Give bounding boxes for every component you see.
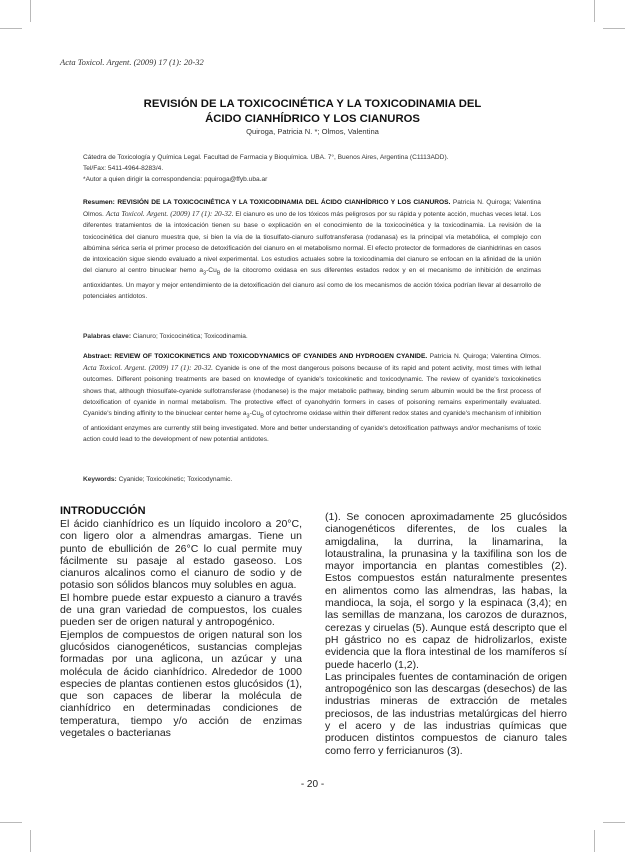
title-line: ÁCIDO CIANHÍDRICO Y LOS CIANUROS xyxy=(205,113,420,125)
resumen-body: de la citocromo oxidasa en sus diferentes estados redox y en el mecanismo de inhibición de enzimas antioxidantes. Un mayor y mejor entendimiento de la detoxificación del cianuro así como de los mecanismos de acción tóxica podrían llevar al desarrollo de potenciales antídotos. xyxy=(83,267,542,300)
affiliation-line: Tel/Fax: 5411-4964-8283/4. xyxy=(83,165,164,172)
subscript: 3 xyxy=(246,413,250,420)
abstract-citation: Acta Toxicol. Argent. (2009) 17 (1): 20-32. xyxy=(83,363,214,373)
authors: Quiroga, Patricia N. *; Olmos, Valentina xyxy=(246,127,379,136)
crop-mark xyxy=(0,28,22,29)
article-title xyxy=(60,97,565,127)
palabras-clave xyxy=(83,333,543,340)
abstract-body: Cyanide is one of the most dangerous poisons because of its rapid and potent activity, most times with lethal outcomes. Different poisoning treatments are based on knowledge of cyanide's toxicokinetic and toxicodynamic. The review of cyanide's toxicokinetics shows that, although thiosulfate-cyanide sulfotransferase (rhodanese) is the major metabolic pathway, binding serum albumin would be the first process of detoxification of cyanide in normal metabolism. The protective effect of cyanohydrin formers in cases of poisoning remains experimentally evaluated. Cyanide's binding affinity to the binuclear center heme a xyxy=(83,365,541,418)
crop-mark xyxy=(594,0,595,22)
running-head: Acta Toxicol. Argent. (2009) 17 (1): 20-32 xyxy=(60,57,204,67)
paragraph: El hombre puede estar expuesto a cianuro a través de una gran variedad de compuestos, los cuales pueden ser de origen natural y antropogénico. xyxy=(60,591,302,629)
column-left xyxy=(60,505,302,739)
abstract-body: -Cu xyxy=(249,410,261,418)
crop-mark xyxy=(0,822,22,823)
correspondence: *Autor a quien dirigir la correspondencia: pquiroga@ffyb.uba.ar xyxy=(83,176,268,183)
affiliation xyxy=(83,152,553,185)
resumen-title: REVISIÓN DE LA TOXICOCINÉTICA Y LA TOXICODINAMIA DEL ÁCIDO CIANHÍDRICO Y LOS CIANUROS. xyxy=(117,199,451,206)
crop-mark xyxy=(603,28,625,29)
crop-mark xyxy=(594,830,595,852)
resumen xyxy=(83,197,541,302)
crop-mark xyxy=(30,830,31,852)
paragraph: (1). Se conocen aproximadamente 25 glucósidos cianogenéticos diferentes, de los cuales la amigdalina, la durrina, la linamarina, la lotaustralina, la prunasina y la taxifilina son los de mayor importancia en plantas comestibles (2). Estos compuestos están naturalmente presentes en alimentos como las almendras, las habas, la mandioca, la soja, el sorgo y la espinaca (3,4); en las semillas de manzana, los carozos de duraznos, cerezas y ciruelas (5). Aunque está descripto que el pH gástrico no es capaz de hidrolizarlos, existe evidencia que la flora intestinal de los mamíferos sí puede hacerlo (1,2). xyxy=(325,511,567,671)
keywords xyxy=(83,476,543,483)
abstract-body: of cytochrome oxidase within their different redox states and cyanide's mechanism of inhibition of antioxidant enzymes are currently still being investigated. More and better understanding of cyanide's detoxification pathways and/or mechanisms of toxic action could lead to the development of new potential antidotes. xyxy=(83,410,542,443)
resumen-authors: Patricia N. Quiroga; Valentina Olmos. xyxy=(83,199,541,219)
palabras-clave-label: Palabras clave: xyxy=(83,333,132,340)
paragraph: Las principales fuentes de contaminación de origen antropogénico son las descargas (desechos) de las industrias mineras de extracción de metales preciosos, de las industrias metalúrgicas del hierro y el acero y de las industrias químicas que producen distintos compuestos de cianuro tales como ferro y ferricianuros (3). xyxy=(325,670,567,757)
section-heading: INTRODUCCIÓN xyxy=(60,505,146,517)
paragraph: El ácido cianhídrico es un líquido incoloro a 20°C, con ligero olor a almendras amargas. Tiene un punto de ebullición de 26°C lo cual permite muy fácilmente su pasaje al estado gaseoso. Los cianuros alcalinos como el cianuro de sodio y de potasio son sólidos blancos muy solubles en agua. xyxy=(60,518,302,592)
subscript: B xyxy=(216,270,221,277)
resumen-body: El cianuro es uno de los tóxicos más peligrosos por su rápida y potente acción, muchas veces letal. Los diferentes tratamientos de la intoxicación tienen su base o explicación en el conocimiento de la toxicocinética y la toxicodinamia. La revisión de la toxicocinética del cianuro muestra que, si bien la vía de la tiosulfato-cianuro sulfotransferasa (rodanasa) es la principal vía metabólica, el complejo con albúmina sérica sería el primer proceso de detoxificación del cianuro en el metabolismo normal. El efecto protector de formadores de cianhidrinas en casos de intoxicación sigue siendo evaluado a nivel experimental. Los estudios actuales sobre la toxicodinamia del cianuro se enfocan en la afinidad de la unión del cianuro al centro binuclear hemo a xyxy=(83,211,541,275)
keywords-label: Keywords: xyxy=(83,476,117,483)
abstract xyxy=(83,351,541,445)
abstract-title: REVIEW OF TOXICOKINETICS AND TOXICODYNAMICS OF CYANIDES AND HYDROGEN CYANIDE. xyxy=(114,353,428,360)
affiliation-line: Cátedra de Toxicología y Química Legal. Facultad de Farmacia y Bioquímica. UBA. 7°, Buenos Aires, Argentina (C1113ADD). xyxy=(83,154,449,161)
page-number: - 20 - xyxy=(300,779,325,790)
crop-mark xyxy=(30,0,31,22)
palabras-clave-value: Cianuro; Toxicocinética; Toxicodinamia. xyxy=(132,333,248,340)
column-right xyxy=(325,511,567,757)
keywords-value: Cyanide; Toxicokinetic; Toxicodynamic. xyxy=(118,476,233,483)
resumen-body: -Cu xyxy=(206,267,217,275)
resumen-citation: Acta Toxicol. Argent. (2009) 17 (1): 20-32. xyxy=(105,209,234,219)
crop-mark xyxy=(603,822,625,823)
paragraph: Ejemplos de compuestos de origen natural son los glucósidos cianogenéticos, sustancias complejas formadas por una aglicona, un azúcar y una molécula de ácido cianhídrico. Alrededor de 1000 especies de plantas contienen estos glucósidos (1), que son capaces de liberar la molécula de cianhídrico en determinadas condiciones de temperatura, tiempo y/o acción de enzimas vegetales o bacterianas xyxy=(60,628,302,740)
title-line: REVISIÓN DE LA TOXICOCINÉTICA Y LA TOXICODINAMIA DEL xyxy=(143,98,482,110)
abstract-label: Abstract: xyxy=(83,353,112,360)
abstract-authors: Patricia N. Quiroga; Valentina Olmos. xyxy=(429,353,541,360)
subscript: 3 xyxy=(203,270,207,277)
subscript: B xyxy=(260,413,264,420)
resumen-label: Resumen: xyxy=(83,199,115,206)
